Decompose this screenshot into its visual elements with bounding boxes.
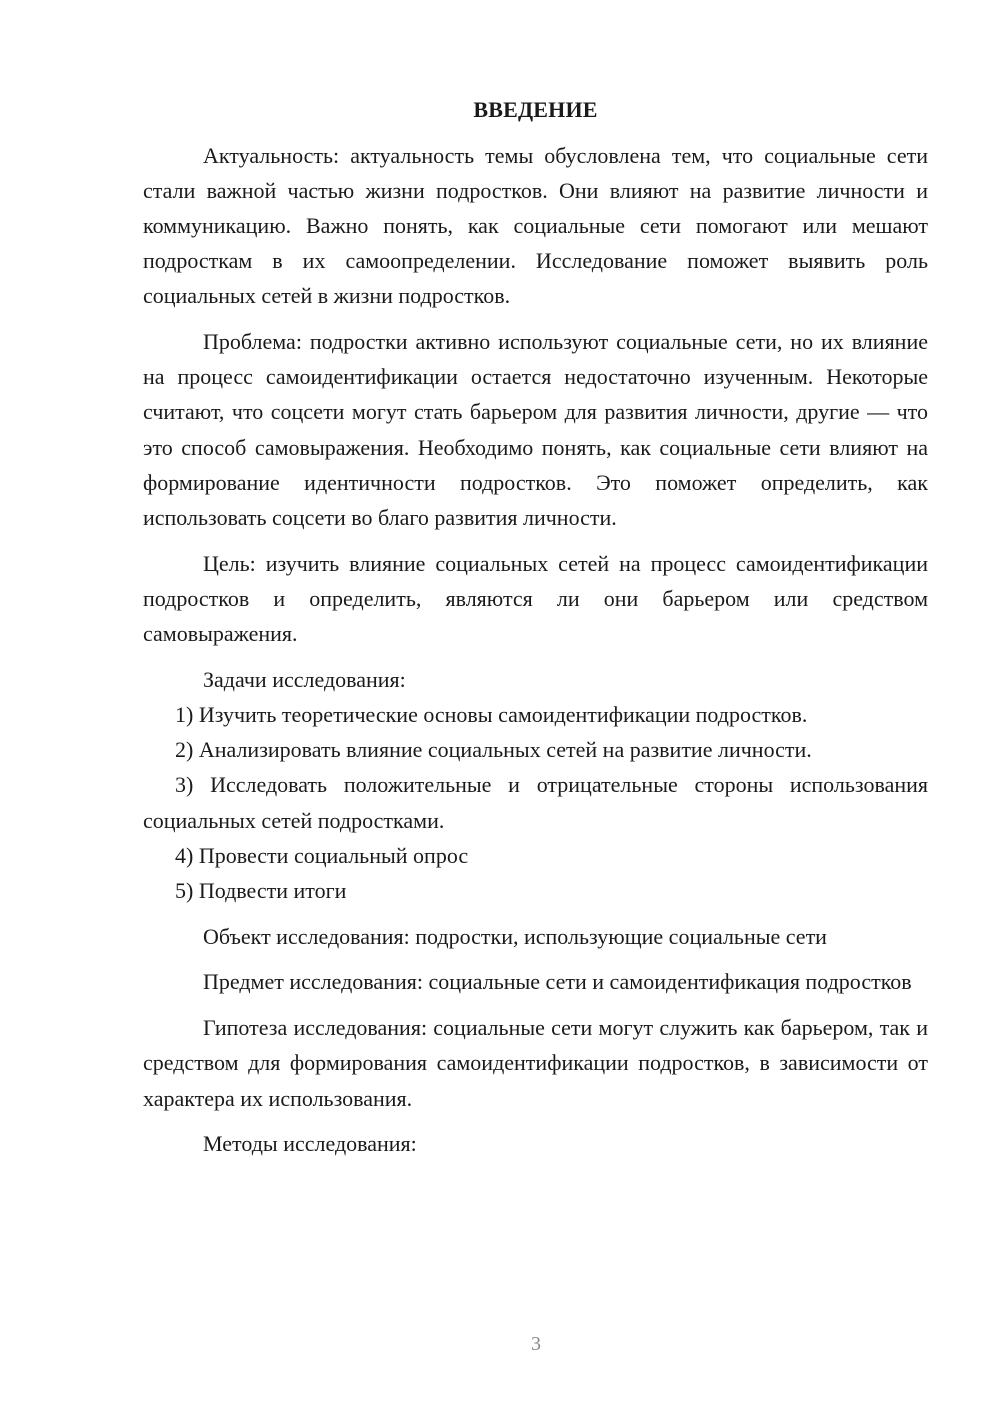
paragraph-problem: Проблема: подростки активно используют социальные сети, но их влияние на процесс самоидентификации остается недостаточно изученным. Некоторые считают, что соцсети могут стать барьером для развития личности, другие — что это способ самовыражения. Необходимо понять, как социальные сети влияют на формирование идентичности подростков. Это поможет определить, как использовать соцсети во благо развития личности. <box>143 329 928 531</box>
list-item: 2) Анализировать влияние социальных сетей на развитие личности. <box>175 737 812 763</box>
list-item: 5) Подвести итоги <box>175 878 347 904</box>
methods-heading: Методы исследования: <box>203 1131 417 1157</box>
page-number: 3 <box>531 1333 541 1355</box>
list-item: 3) Исследовать положительные и отрицательные стороны использования социальных сетей подростками. <box>143 772 928 833</box>
paragraph-relevance: Актуальность: актуальность темы обусловлена тем, что социальные сети стали важной частью жизни подростков. Они влияют на развитие личности и коммуникацию. Важно понять, как социальные сети помогают или мешают подросткам в их самоопределении. Исследование поможет выявить роль социальных сетей в жизни подростков. <box>143 142 928 309</box>
list-item: 1) Изучить теоретические основы самоидентификации подростков. <box>175 702 808 728</box>
paragraph-object: Объект исследования: подростки, использующие социальные сети <box>203 923 827 949</box>
paragraph-subject: Предмет исследования: социальные сети и самоидентификация подростков <box>203 969 912 995</box>
page-title: ВВЕДЕНИЕ <box>473 97 598 122</box>
document-page <box>143 92 928 1161</box>
paragraph-hypothesis: Гипотеза исследования: социальные сети могут служить как барьером, так и средством для формирования самоидентификации подростков, в зависимости от характера их использования. <box>143 1015 928 1111</box>
tasks-heading: Задачи исследования: <box>203 666 406 692</box>
list-item: 4) Провести социальный опрос <box>175 842 469 868</box>
paragraph-goal: Цель: изучить влияние социальных сетей на процесс самоидентификации подростков и определить, являются ли они барьером или средством самовыражения. <box>143 550 928 647</box>
